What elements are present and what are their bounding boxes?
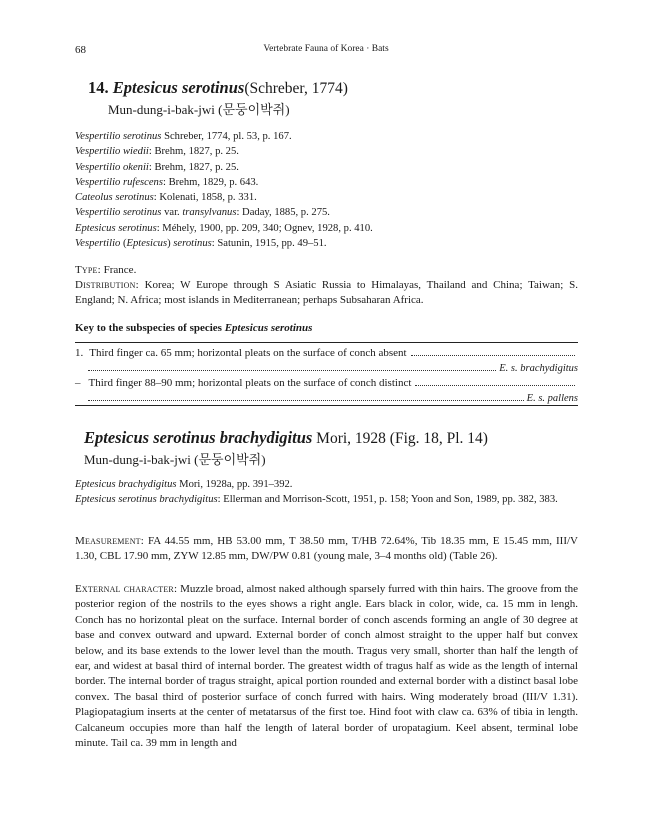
key-entry-1-result: E. s. brachydigitus	[75, 359, 578, 374]
key-top-rule	[75, 342, 578, 343]
distribution-label: Distribution:	[75, 279, 139, 291]
subspecies-vernacular-name: Mun-dung-i-bak-jwi (문둥이박쥐)	[84, 452, 266, 467]
distribution-text: Korea; W Europe through S Asiatic Russia to Himalayas, Thailand and China; Taiwan; S. England; N. Africa; most islands in Mediterranean; perhaps Subsaharan Africa.	[75, 279, 578, 307]
page-number: 68	[75, 44, 86, 56]
synonym-list	[75, 129, 373, 251]
subspecies-synonym-list	[75, 477, 578, 508]
subspecies-name: Eptesicus serotinus brachydigitus	[84, 428, 313, 447]
subspecies-author: Mori, 1928 (Fig. 18, Pl. 14)	[312, 430, 488, 447]
synonym-entry: Vespertilio serotinus Schreber, 1774, pl. 53, p. 167.	[75, 131, 292, 142]
key-entry-2: – Third finger 88–90 mm; horizontal pleats on the surface of conch distinct	[75, 374, 578, 389]
key-entry-2-result: E. s. pallens	[75, 389, 578, 404]
synonym-entry: Vespertilio rufescens: Brehm, 1829, p. 643.	[75, 176, 259, 188]
external-character-label: External character:	[75, 583, 178, 595]
measurement-text: FA 44.55 mm, HB 53.00 mm, T 38.50 mm, T/HB 72.64%, Tib 18.35 mm, E 15.45 mm, III/V 1.30, CBL 17.90 mm, ZYW 12.85 mm, DW/PW 0.81 (young male, 3–4 months old) (Table 26).	[75, 535, 578, 563]
synonym-entry: Vespertilio (Eptesicus) serotinus: Satunin, 1915, pp. 49–51.	[75, 238, 327, 250]
species-vernacular-name: Mun-dung-i-bak-jwi (문둥이박쥐)	[108, 102, 290, 117]
external-character-text: Muzzle broad, almost naked although sparsely furred with thin hairs. The groove from the posterior region of the nostrils to the eyes shows a right angle. Ears black in color, wide, ca. 15 mm in lengh. Conch has no horizontal pleat on the surface. Internal border of conch ascends forming an angle of 30 degree at base and convex outward and upward. External border of conch almost straight to the upper half but convex below, and its base extends to the lower level than the mouth. Tragus very small, shorter than half the length of ear, and widest at basal third of internal border. The greatest width of tragus half as wide as the length of internal border. The internal border of tragus straight, apical portion rounded and external border with a distinct basal lobe convex. The basal third of posterior surface of conch furred with hairs. Wing moderately broad (III/V 1.31). Plagiopatagium inserts at the center of metatarsus of the first toe. Hind foot with claw ca. 63% of tibia in length. Calcaneum occupies more than half the length of lateral border of uropatagium. Keel absent, terminal lobe minute. Tail ca. 39 mm in length and	[75, 583, 579, 750]
synonym-entry: Eptesicus brachydigitus Mori, 1928a, pp. 391–392.	[75, 479, 293, 490]
synonym-entry: Cateolus serotinus: Kolenati, 1858, p. 331.	[75, 192, 257, 204]
key-entry-1: 1. Third finger ca. 65 mm; horizontal pleats on the surface of conch absent	[75, 344, 578, 359]
measurement-label: Measurement:	[75, 535, 145, 547]
type-text: France.	[100, 264, 137, 276]
key-title: Key to the subspecies of species Eptesicus serotinus	[75, 322, 313, 334]
species-name: Eptesicus serotinus	[112, 78, 245, 97]
species-heading	[88, 78, 348, 98]
measurement-paragraph	[75, 534, 578, 565]
species-author: (Schreber, 1774)	[244, 80, 348, 97]
subspecies-heading	[84, 428, 488, 448]
synonym-entry: Vespertilio wiedii: Brehm, 1827, p. 25.	[75, 146, 239, 158]
type-locality	[75, 263, 578, 278]
running-title: Vertebrate Fauna of Korea · Bats	[263, 44, 389, 54]
synonym-entry: Vespertilio serotinus var. transylvanus: Daday, 1885, p. 275.	[75, 207, 330, 219]
key-bottom-rule	[75, 405, 578, 406]
synonym-entry: Vespertilio okenii: Brehm, 1827, p. 25.	[75, 161, 239, 173]
synonym-entry: Eptesicus serotinus: Méhely, 1900, pp. 209, 340; Ognev, 1928, p. 410.	[75, 222, 373, 234]
type-label: Type:	[75, 264, 101, 276]
page-header	[75, 44, 577, 60]
distribution-paragraph	[75, 278, 578, 309]
external-character-paragraph	[75, 582, 578, 751]
synonym-entry: Eptesicus serotinus brachydigitus: Ellerman and Morrison-Scott, 1951, p. 158; Yoon and Son, 1989, pp. 382, 383.	[75, 494, 558, 506]
species-number: 14.	[88, 78, 109, 97]
